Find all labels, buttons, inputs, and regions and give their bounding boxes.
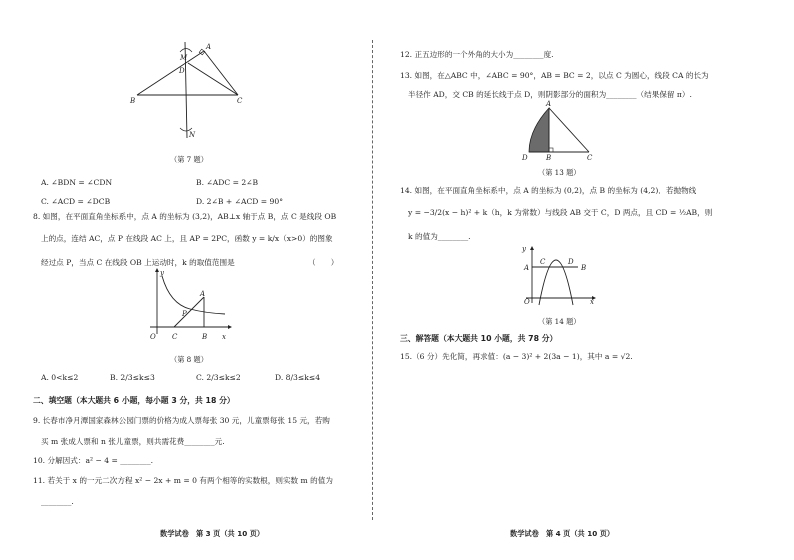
- fig14-caption: （第 14 题）: [538, 317, 581, 326]
- q14-line-3: k 的值为________.: [408, 232, 471, 241]
- q7-option-a: A. ∠BDN = ∠CDN: [41, 178, 113, 187]
- q15: 15.（6 分）先化简，再求值：(a − 3)² + 2(3a − 1)，其中 a = √2.: [400, 352, 633, 361]
- fig7-label-C: C: [237, 97, 243, 105]
- q7-option-b: B. ∠ADC = 2∠B: [196, 178, 259, 187]
- fig13-label-C: C: [587, 154, 593, 162]
- fig14-label-y: y: [522, 245, 526, 253]
- fig7-label-A: A: [206, 43, 212, 51]
- fig14-label-C: C: [540, 258, 546, 266]
- left-footer: 数学试卷 第 3 页（共 10 页）: [160, 529, 265, 538]
- fig13-label-D: D: [522, 154, 528, 162]
- section-2-title: 二、填空题（本大题共 6 小题，每小题 3 分，共 18 分）: [33, 396, 235, 405]
- q11-line-2: ________.: [41, 497, 74, 506]
- fig8-label-B: B: [202, 333, 208, 341]
- fig7-caption: （第 7 题）: [170, 155, 208, 164]
- q8-option-c: C. 2/3≤k≤2: [196, 373, 241, 382]
- fig14-label-A: A: [524, 264, 530, 272]
- fig8-label-A: A: [200, 290, 206, 298]
- q14-line-2: y = −3/2(x − h)² + k（h，k 为常数）与线段 AB 交于 C，D 两点，且 CD = ½AB，则: [408, 208, 713, 217]
- fig8-label-P: P: [182, 310, 187, 318]
- q9-line-2: 买 m 张成人票和 n 张儿童票，则共需花费________元.: [41, 437, 225, 446]
- fig7-label-B: B: [130, 97, 136, 105]
- q8-option-b: B. 2/3≤k≤3: [110, 373, 155, 382]
- fig7-label-D: D: [179, 67, 185, 75]
- q10: 10. 分解因式：a² − 4 = ________.: [33, 456, 154, 465]
- fig14-y-arrow: [530, 246, 534, 250]
- q13-line-1: 13. 如图，在△ABC 中，∠ABC = 90°，AB = BC = 2，以点 C 为圆心，线段 CA 的长为: [400, 71, 709, 80]
- fig8-label-C: C: [172, 333, 178, 341]
- q8-line-2: 上的点，连结 AC，点 P 在线段 AC 上，且 AP = 2PC，函数 y = k/x（x>0）的图象: [41, 234, 333, 243]
- fig14-label-x: x: [590, 298, 594, 306]
- q8-line-1: 8. 如图，在平面直角坐标系中，点 A 的坐标为 (3,2)，AB⊥x 轴于点 B，点 C 是线段 OB: [33, 212, 337, 221]
- fig7-label-N: N: [189, 131, 196, 139]
- fig13-label-B: B: [546, 154, 552, 162]
- right-footer: 数学试卷 第 4 页（共 10 页）: [510, 529, 615, 538]
- section-3-title: 三、解答题（本大题共 10 小题，共 78 分）: [400, 334, 558, 343]
- fig8-caption: （第 8 题）: [170, 355, 208, 364]
- fig13-label-A: A: [546, 100, 552, 108]
- fig8-label-O: O: [150, 333, 156, 341]
- q8-answer-paren: （ ）: [308, 258, 339, 267]
- q11-line-1: 11. 若关于 x 的一元二次方程 x² − 2x + m = 0 有两个相等的实数根，则实数 m 的值为: [33, 476, 333, 485]
- fig8-label-y: y: [160, 269, 164, 277]
- fig7-label-M: M: [180, 54, 188, 62]
- q7-option-d: D. 2∠B + ∠ACD = 90°: [196, 197, 284, 206]
- fig14-label-B: B: [581, 264, 587, 272]
- q8-option-d: D. 8/3≤k≤4: [275, 373, 321, 382]
- fig8-label-x: x: [222, 333, 226, 341]
- q12: 12. 正五边形的一个外角的大小为________度.: [400, 50, 554, 59]
- fig14-label-D: D: [568, 258, 574, 266]
- q9-line-1: 9. 长春市净月潭国家森林公园门票的价格为成人票每张 30 元，儿童票每张 15 元，若购: [33, 416, 330, 425]
- q13-line-2: 半径作 AD，交 CB 的延长线于点 D，则阴影部分的面积为________（结果保留 π）.: [408, 90, 692, 99]
- fig13-caption: （第 13 题）: [538, 168, 581, 177]
- q8-option-a: A. 0<k≤2: [41, 373, 79, 382]
- q8-line-3: 经过点 P，当点 C 在线段 OB 上运动时，k 的取值范围是: [41, 258, 235, 267]
- q7-option-c: C. ∠ACD = ∠DCB: [41, 197, 111, 206]
- fig14-label-O: O: [524, 298, 530, 306]
- q14-line-1: 14. 如图，在平面直角坐标系中，点 A 的坐标为 (0,2)，点 B 的坐标为 (4,2)．若抛物线: [400, 186, 697, 195]
